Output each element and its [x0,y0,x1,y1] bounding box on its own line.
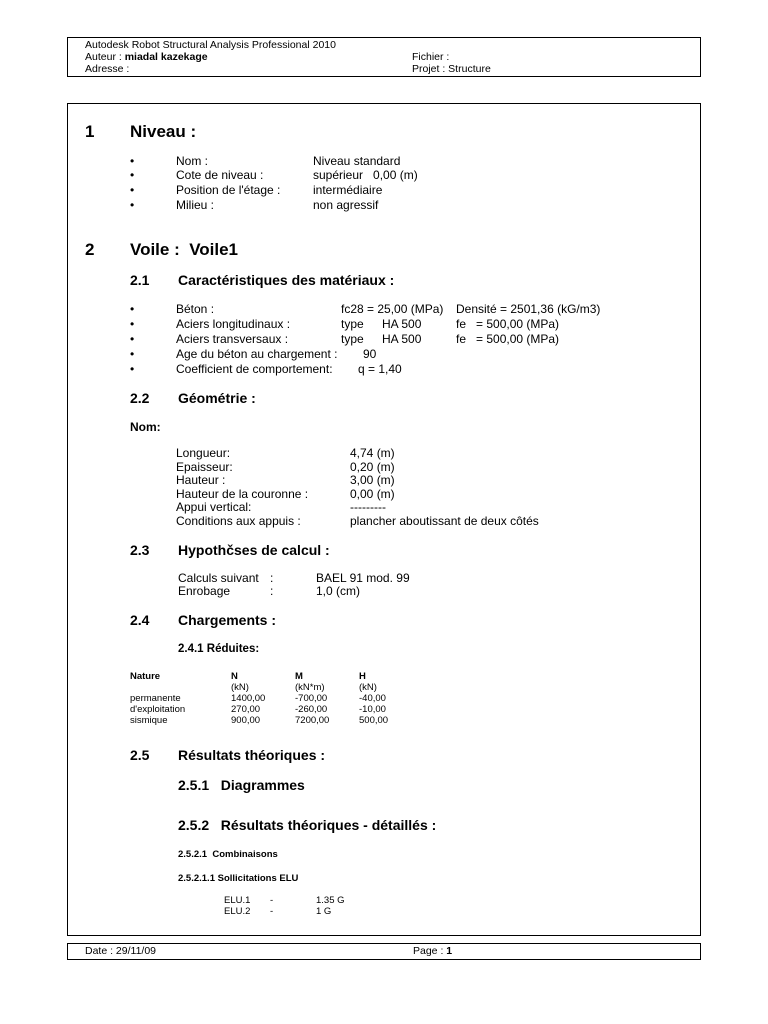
material-type: HA 500 [382,317,422,331]
table-cell: -700,00 [295,693,328,704]
combo-name: ELU.2 [224,906,251,917]
bullet: • [130,183,135,197]
combo-value: 1.35 G [316,895,345,906]
geometry-label: Conditions aux appuis : [176,514,301,528]
geometry-label: Hauteur de la couronne : [176,487,309,501]
material-type-label: type [341,332,364,346]
section-2-5-2-1-1-title: 2.5.2.1.1 Sollicitations ELU [178,873,299,884]
table-cell: -10,00 [359,704,386,715]
material-fe: fe = 500,00 (MPa) [456,317,560,331]
section-2-2-number: 2.2 [130,390,150,406]
hypothesis-label: Enrobage [178,584,231,598]
section-2-4-title: Chargements : [178,612,277,628]
table-cell: -260,00 [295,704,328,715]
section-1-number: 1 [85,122,95,141]
bullet: • [130,347,135,361]
section-2-number: 2 [85,240,95,259]
table-cell: 1400,00 [231,693,266,704]
bullet: • [130,198,135,212]
table-cell: 900,00 [231,715,261,726]
geometry-value: --------- [350,500,386,514]
address-label: Adresse : [85,63,130,75]
niveau-label: Milieu : [176,198,215,212]
author-name: miadal kazekage [124,51,208,63]
table-cell: permanente [130,693,181,704]
niveau-value: intermédiaire [313,183,383,197]
page-number: 1 [446,945,453,957]
table-cell: 270,00 [231,704,261,715]
bullet: • [130,168,135,182]
section-2-2-title: Géométrie : [178,390,256,406]
project-label: Projet : Structure [412,63,491,75]
material-fe: fe = 500,00 (MPa) [456,332,560,346]
combo-dash: - [270,895,274,906]
geometry-value: 0,20 (m) [350,460,395,474]
document-footer [67,943,701,960]
table-unit: (kN*m) [295,682,325,693]
author-line [85,51,208,63]
material-type: HA 500 [382,332,422,346]
niveau-value: Niveau standard [313,154,401,168]
geometry-label: Longueur: [176,446,231,460]
bullet: • [130,302,135,316]
combo-value: 1 G [316,906,332,917]
table-cell: -40,00 [359,693,386,704]
material-label: Aciers transversaux : [176,332,289,346]
geometry-label: Hauteur : [176,473,226,487]
table-cell: 7200,00 [295,715,330,726]
section-2-3-number: 2.3 [130,542,150,558]
hypothesis-sep: : [270,584,274,598]
author-label: Auteur : [85,51,122,63]
footer-page [413,945,452,957]
table-cell: d'exploitation [130,704,186,715]
section-2-5-2-title: 2.5.2 Résultats théoriques - détaillés : [178,817,437,833]
table-header: M [295,671,303,682]
section-2-5-title: Résultats théoriques : [178,747,326,763]
niveau-value: supérieur 0,00 (m) [313,168,418,182]
section-2-3-title: Hypothčses de calcul : [178,542,330,558]
material-label: Aciers longitudinaux : [176,317,291,331]
niveau-value: non agressif [313,198,379,212]
material-label: Age du béton au chargement : [176,347,338,361]
material-type-label: type [341,317,364,331]
page-label: Page : [413,945,444,957]
material-label: Béton : [176,302,215,316]
material-label: Coefficient de comportement: [176,362,333,376]
table-unit: (kN) [359,682,377,693]
software-name: Autodesk Robot Structural Analysis Professional 2010 [85,39,336,51]
section-2-5-1-title: 2.5.1 Diagrammes [178,777,305,793]
footer-date: Date : 29/11/09 [85,945,157,957]
geometry-value: 4,74 (m) [350,446,395,460]
section-2-1-number: 2.1 [130,272,150,288]
material-value: 90 [363,347,377,361]
material-value: q = 1,40 [358,362,402,376]
table-header: H [359,671,366,682]
section-2-5-2-1-title: 2.5.2.1 Combinaisons [178,849,278,860]
material-density: Densité = 2501,36 (kG/m3) [456,302,601,316]
niveau-label: Nom : [176,154,209,168]
geometry-label: Epaisseur: [176,460,233,474]
bullet: • [130,332,135,346]
hypothesis-label: Calculs suivant [178,571,259,585]
section-2-5-number: 2.5 [130,747,150,763]
section-1-title: Niveau : [130,122,197,141]
table-cell: sismique [130,715,168,726]
combo-dash: - [270,906,274,917]
geometry-value: 3,00 (m) [350,473,395,487]
geometry-label: Appui vertical: [176,500,252,514]
material-value: fc28 = 25,00 (MPa) [341,302,444,316]
geometry-name-label: Nom: [130,420,161,434]
bullet: • [130,362,135,376]
combo-name: ELU.1 [224,895,251,906]
table-unit: (kN) [231,682,249,693]
table-header: N [231,671,238,682]
section-2-1-title: Caractéristiques des matériaux : [178,272,395,288]
section-2-4-number: 2.4 [130,612,150,628]
bullet: • [130,317,135,331]
hypothesis-sep: : [270,571,274,585]
section-2-4-1-title: 2.4.1 Réduites: [178,643,260,655]
table-cell: 500,00 [359,715,389,726]
section-2-title: Voile : Voile1 [130,240,239,259]
file-label: Fichier : [412,51,450,63]
bullet: • [130,154,135,168]
geometry-value: 0,00 (m) [350,487,395,501]
table-header: Nature [130,671,161,682]
niveau-label: Cote de niveau : [176,168,264,182]
niveau-label: Position de l'étage : [176,183,281,197]
hypothesis-value: 1,0 (cm) [316,584,361,598]
hypothesis-value: BAEL 91 mod. 99 [316,571,410,585]
geometry-value: plancher aboutissant de deux côtés [350,514,539,528]
